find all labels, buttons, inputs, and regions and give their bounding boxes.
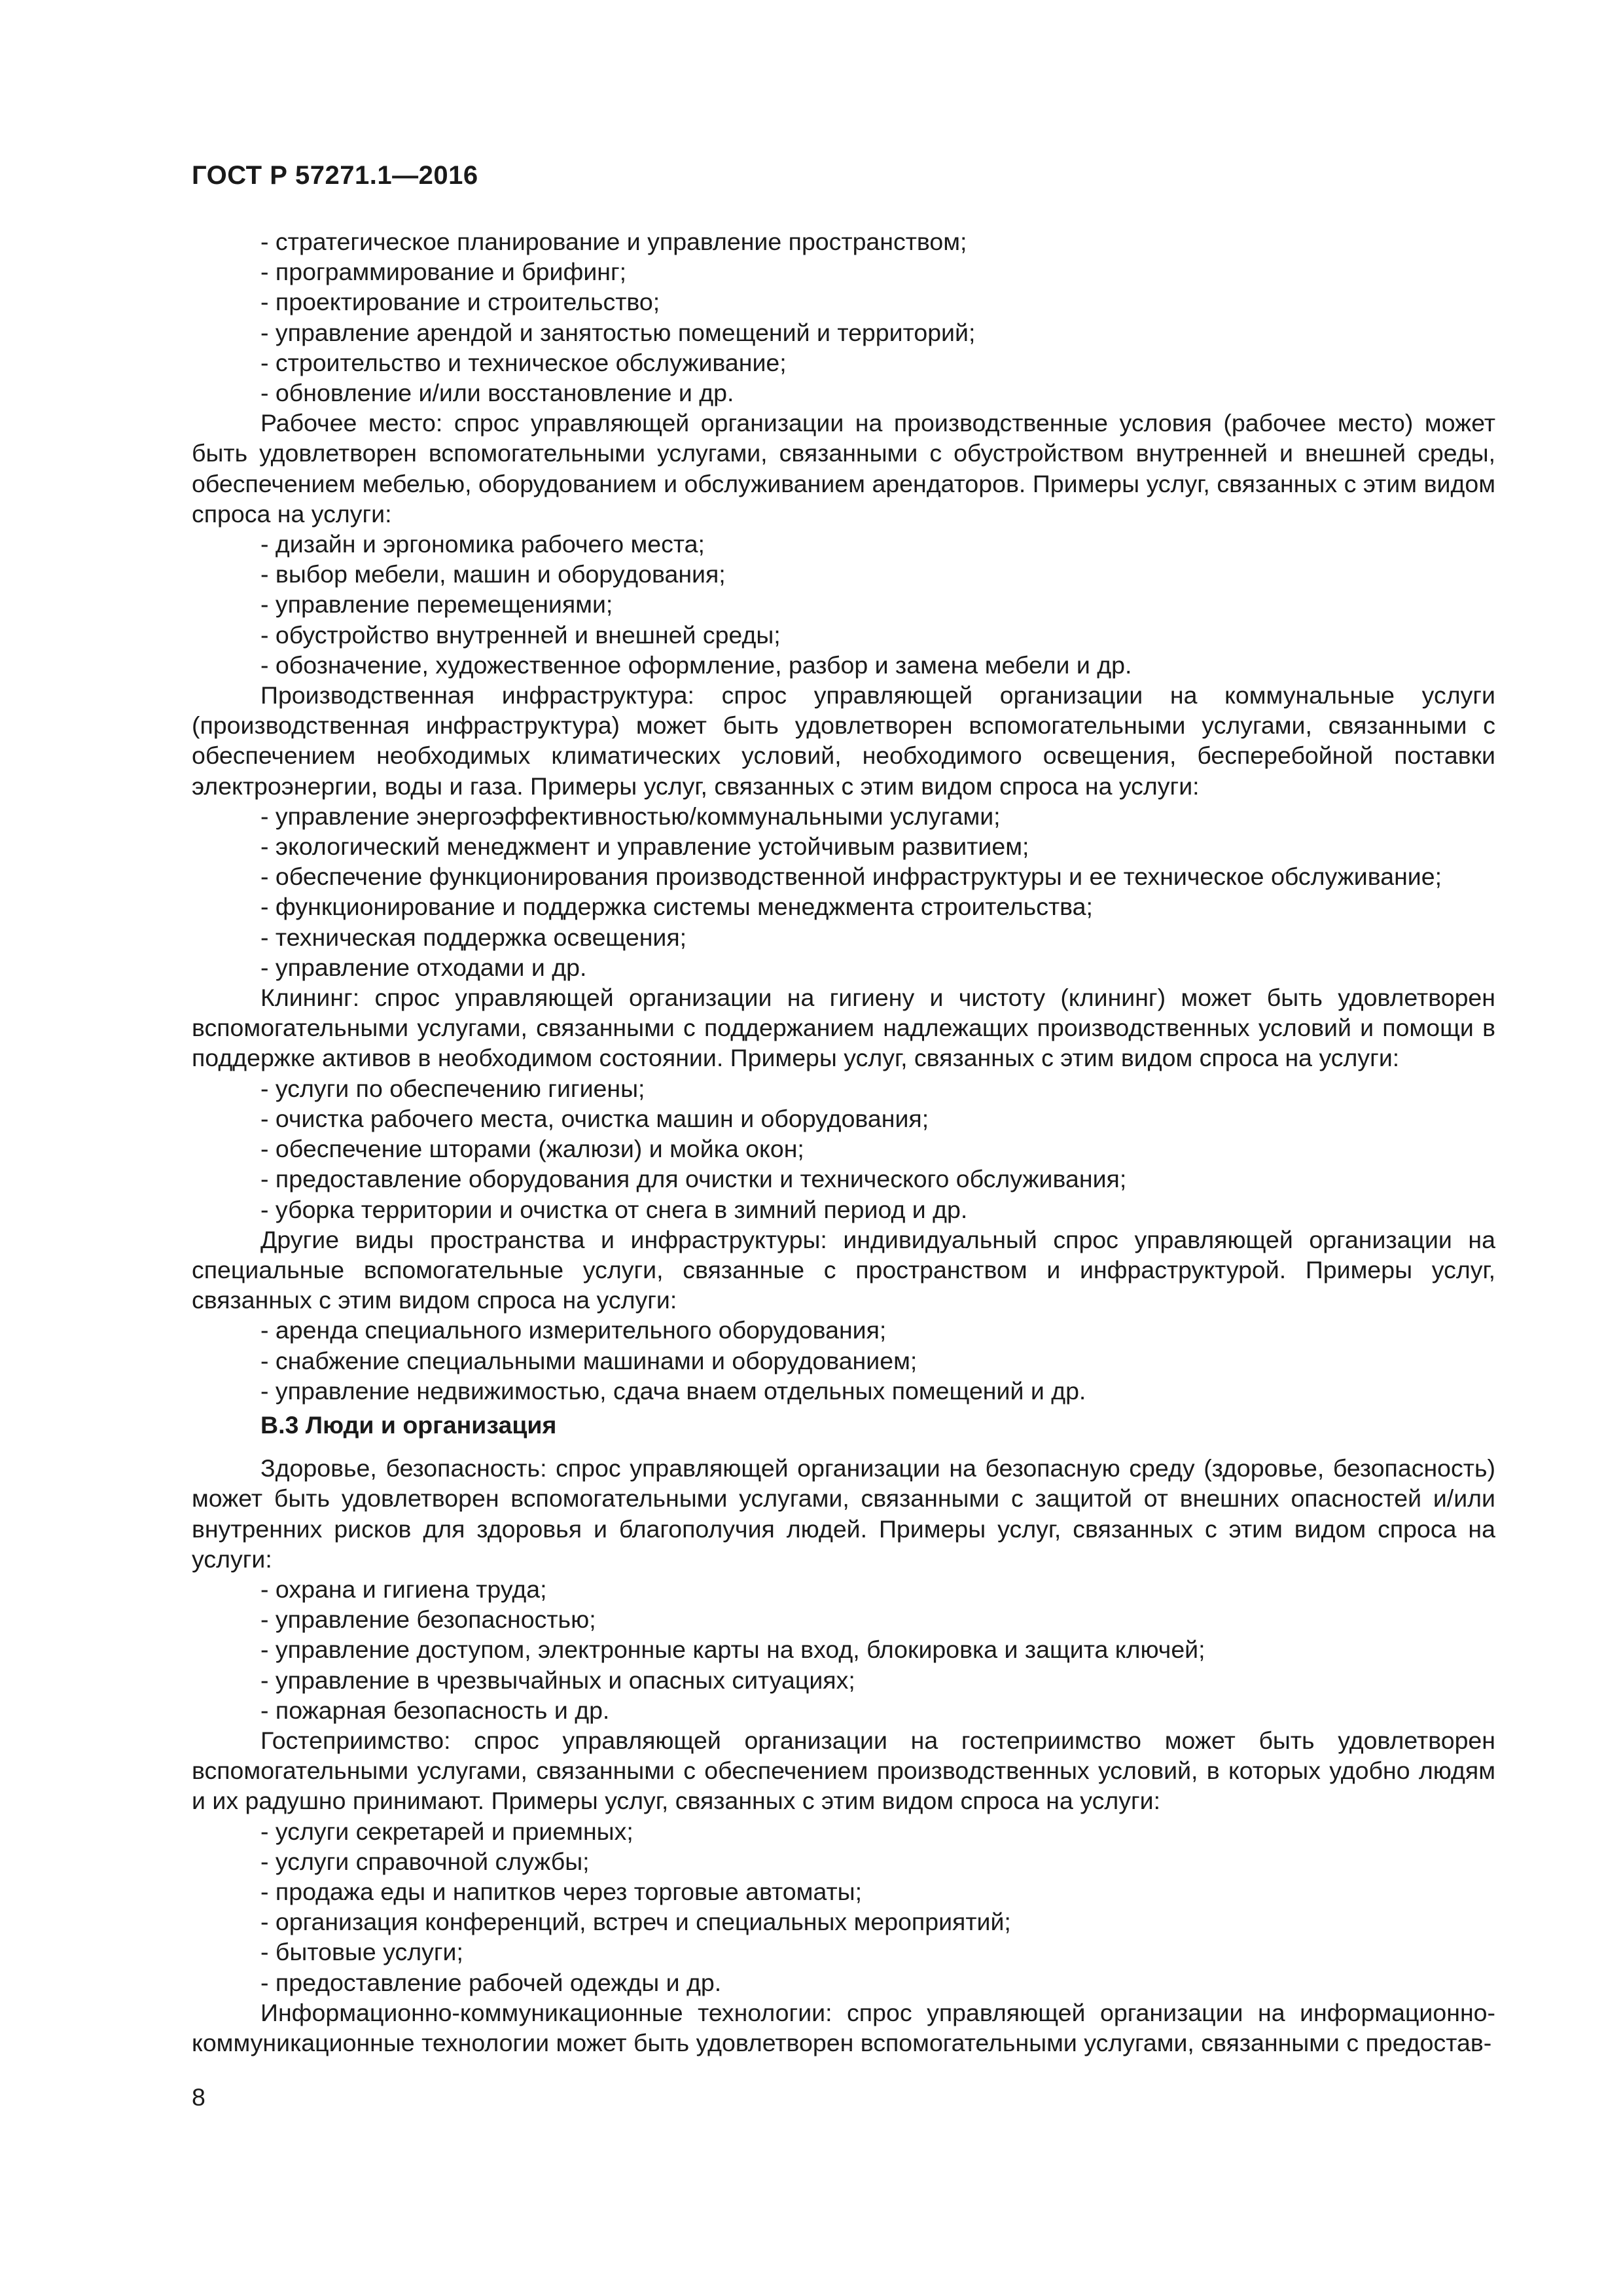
list-health [192, 1574, 1495, 1725]
list-item: - обновление и/или восстановление и др. [260, 378, 1495, 408]
list-item: - стратегическое планирование и управление пространством; [260, 226, 1495, 257]
list-strategic [192, 226, 1495, 408]
list-item: - обеспечение шторами (жалюзи) и мойка окон; [260, 1134, 1495, 1164]
list-item: - услуги по обеспечению гигиены; [260, 1073, 1495, 1103]
list-item: - снабжение специальными машинами и оборудованием; [260, 1346, 1495, 1376]
list-item: - управление отходами и др. [260, 952, 1495, 982]
list-item: - аренда специального измерительного оборудования; [260, 1315, 1495, 1345]
list-item: - управление энергоэффективностью/коммунальными услугами; [260, 801, 1495, 831]
list-item: - предоставление рабочей одежды и др. [260, 1967, 1495, 1998]
paragraph-infrastructure: Производственная инфраструктура: спрос управляющей организации на коммунальные услуги (производственная инфраструктура) может быть удовлетворен вспомогательными услугами, связанными с обеспечением необходимых климатических условий, необходимого освещения, бесперебойной поставки электроэнергии, воды и газа. Примеры услуг, связанных с этим видом спроса на услуги: [192, 681, 1495, 800]
list-other [192, 1315, 1495, 1406]
page-number: 8 [192, 2083, 205, 2111]
list-item: - предоставление оборудования для очистки и технического обслуживания; [260, 1164, 1495, 1194]
list-item: - обозначение, художественное оформление, разбор и замена мебели и др. [260, 650, 1495, 680]
list-item: - управление арендой и занятостью помещений и территорий; [260, 317, 1495, 348]
document-header: ГОСТ Р 57271.1—2016 [192, 161, 478, 190]
list-item: - охрана и гигиена труда; [260, 1574, 1495, 1604]
list-hospitality [192, 1816, 1495, 1998]
list-item: - продажа еды и напитков через торговые автоматы; [260, 1876, 1495, 1907]
list-item: - обустройство внутренней и внешней среды; [260, 620, 1495, 650]
list-item: - обеспечение функционирования производственной инфраструктуры и ее техническое обслуживание; [260, 861, 1495, 891]
paragraph-health: Здоровье, безопасность: спрос управляющей организации на безопасную среду (здоровье, безопасность) может быть удовлетворен вспомогательными услугами, связанными с защитой от внешних опасностей и/или внутренних рисков для здоровья и благополучия людей. Примеры услуг, связанных с этим видом спроса на услуги: [192, 1454, 1495, 1573]
list-item: - бытовые услуги; [260, 1937, 1495, 1967]
list-item: - управление перемещениями; [260, 589, 1495, 619]
list-item: - программирование и брифинг; [260, 257, 1495, 287]
list-item: - дизайн и эргономика рабочего места; [260, 529, 1495, 559]
list-item: - строительство и техническое обслуживание; [260, 348, 1495, 378]
list-item: - услуги справочной службы; [260, 1846, 1495, 1876]
section-heading-b3: В.3 Люди и организация [260, 1410, 557, 1439]
list-item: - услуги секретарей и приемных; [260, 1816, 1495, 1846]
list-item: - экологический менеджмент и управление устойчивым развитием; [260, 831, 1495, 861]
list-item: - очистка рабочего места, очистка машин и оборудования; [260, 1103, 1495, 1134]
list-item: - управление безопасностью; [260, 1604, 1495, 1634]
paragraph-other: Другие виды пространства и инфраструктуры: индивидуальный спрос управляющей организации на специальные вспомогательные услуги, связанные с пространством и инфраструктурой. Примеры услуг, связанных с этим видом спроса на услуги: [192, 1225, 1495, 1314]
list-item: - техническая поддержка освещения; [260, 922, 1495, 952]
paragraph-workplace: Рабочее место: спрос управляющей организации на производственные условия (рабочее место) может быть удовлетворен вспомогательными услугами, связанными с обустройством внутренней и внешней среды, обеспечением мебелью, оборудованием и обслуживанием арендаторов. Примеры услуг, связанных с этим видом спроса на услуги: [192, 409, 1495, 528]
list-infrastructure [192, 801, 1495, 982]
page-content [192, 226, 1495, 2058]
list-item: - управление недвижимостью, сдача внаем отдельных помещений и др. [260, 1376, 1495, 1406]
list-item: - уборка территории и очистка от снега в зимний период и др. [260, 1194, 1495, 1225]
list-item: - функционирование и поддержка системы менеджмента строительства; [260, 891, 1495, 922]
list-item: - организация конференций, встреч и специальных мероприятий; [260, 1907, 1495, 1937]
list-item: - пожарная безопасность и др. [260, 1695, 1495, 1725]
paragraph-hospitality: Гостеприимство: спрос управляющей организации на гостеприимство может быть удовлетворен вспомогательными услугами, связанными с обеспечением производственных условий, в которых удобно людям и их радушно принимают. Примеры услуг, связанных с этим видом спроса на услуги: [192, 1726, 1495, 1815]
list-workplace [192, 529, 1495, 680]
list-item: - управление доступом, электронные карты на вход, блокировка и защита ключей; [260, 1634, 1495, 1664]
list-cleaning [192, 1073, 1495, 1225]
list-item: - управление в чрезвычайных и опасных ситуациях; [260, 1665, 1495, 1695]
paragraph-cleaning: Клининг: спрос управляющей организации на гигиену и чистоту (клининг) может быть удовлетворен вспомогательными услугами, связанными с поддержанием надлежащих производственных условий и помощи в поддержке активов в необходимом состоянии. Примеры услуг, связанных с этим видом спроса на услуги: [192, 984, 1495, 1072]
paragraph-ict: Информационно-коммуникационные технологии: спрос управляющей организации на информационно-коммуникационные технологии может быть удовлетворен вспомогательными услугами, связанными с предостав- [192, 1998, 1495, 2056]
list-item: - проектирование и строительство; [260, 287, 1495, 317]
list-item: - выбор мебели, машин и оборудования; [260, 559, 1495, 589]
